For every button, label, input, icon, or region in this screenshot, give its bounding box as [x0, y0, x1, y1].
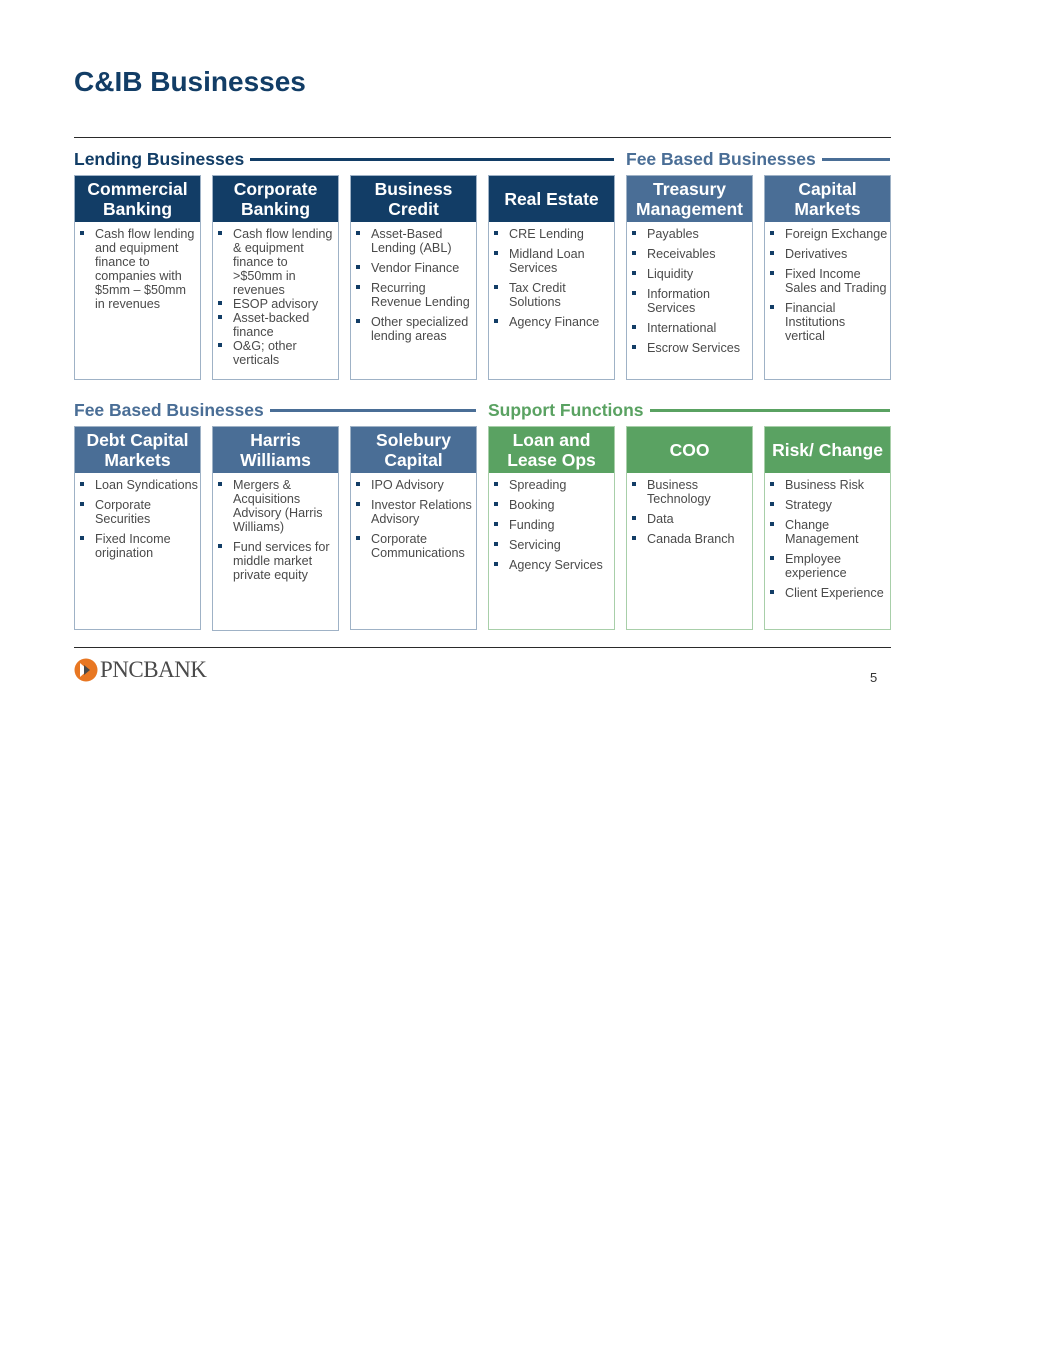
box-title: Commercial Banking: [75, 176, 200, 222]
list-item: Asset-Based Lending (ABL): [371, 227, 474, 255]
list-item: IPO Advisory: [371, 478, 474, 492]
box-list: [351, 222, 476, 343]
list-item: Business Technology: [647, 478, 750, 506]
box-title: Business Credit: [351, 176, 476, 222]
list-item: Mergers & Acquisitions Advisory (Harris Williams): [233, 478, 336, 534]
list-item: Vendor Finance: [371, 261, 474, 275]
section-label-support: Support Functions: [488, 399, 644, 420]
box-title: Debt Capital Markets: [75, 427, 200, 473]
list-item: Tax Credit Solutions: [509, 281, 612, 309]
list-item: Liquidity: [647, 267, 750, 281]
box-list: [627, 473, 752, 546]
list-item: Data: [647, 512, 750, 526]
box-title: Real Estate: [489, 176, 614, 222]
list-item: Cash flow lending & equipment finance to >$50mm in revenues: [233, 227, 336, 297]
box-list: [351, 473, 476, 560]
page-title: C&IB Businesses: [74, 66, 306, 97]
list-item: Derivatives: [785, 247, 888, 261]
section-line: [650, 409, 890, 412]
logo-text: PNCBANK: [100, 657, 207, 682]
list-item: Receivables: [647, 247, 750, 261]
box-title: Loan and Lease Ops: [489, 427, 614, 473]
box-title: Corporate Banking: [213, 176, 338, 222]
box-list: [75, 473, 200, 560]
box-capital-markets: [764, 175, 891, 380]
box-commercial-banking: [74, 175, 201, 380]
box-title: Treasury Management: [627, 176, 752, 222]
section-header-lending: [74, 148, 614, 170]
list-item: Client Experience: [785, 586, 888, 600]
top-divider: [74, 137, 891, 138]
list-item: International: [647, 321, 750, 335]
list-item: Agency Services: [509, 558, 612, 572]
list-item: Corporate Communications: [371, 532, 474, 560]
list-item: Change Management: [785, 518, 888, 546]
box-list: [213, 222, 338, 367]
list-item: Other specialized lending areas: [371, 315, 474, 343]
list-item: Recurring Revenue Lending: [371, 281, 474, 309]
section-line: [250, 158, 614, 161]
box-solebury-capital: [350, 426, 477, 630]
bottom-divider: [74, 647, 891, 648]
section-header-fee-based-bottom: [74, 399, 476, 421]
section-header-fee-based-top: [626, 148, 890, 170]
list-item: Escrow Services: [647, 341, 750, 355]
list-item: Loan Syndications: [95, 478, 198, 492]
box-list: [489, 473, 614, 572]
list-item: Canada Branch: [647, 532, 750, 546]
box-list: [489, 222, 614, 329]
list-item: Fixed Income origination: [95, 532, 198, 560]
list-item: Employee experience: [785, 552, 888, 580]
pnc-logo-icon: [74, 658, 98, 682]
box-title: COO: [627, 427, 752, 473]
list-item: Financial Institutions vertical: [785, 301, 888, 343]
section-label-fee-based-bottom: Fee Based Businesses: [74, 399, 264, 420]
list-item: Information Services: [647, 287, 750, 315]
box-title: Risk/ Change: [765, 427, 890, 473]
page-number: 5: [870, 670, 878, 685]
list-item: Spreading: [509, 478, 612, 492]
section-header-support: [488, 399, 890, 421]
section-line: [270, 409, 476, 412]
box-corporate-banking: [212, 175, 339, 380]
box-list: [765, 222, 890, 343]
list-item: Foreign Exchange: [785, 227, 888, 241]
list-item: Fund services for middle market private equity: [233, 540, 336, 582]
list-item: Payables: [647, 227, 750, 241]
list-item: Corporate Securities: [95, 498, 198, 526]
list-item: Agency Finance: [509, 315, 612, 329]
box-title: Capital Markets: [765, 176, 890, 222]
box-loan-lease-ops: [488, 426, 615, 630]
list-item: Strategy: [785, 498, 888, 512]
list-item: CRE Lending: [509, 227, 612, 241]
box-title: Solebury Capital: [351, 427, 476, 473]
list-item: Servicing: [509, 538, 612, 552]
box-treasury-management: [626, 175, 753, 380]
box-business-credit: [350, 175, 477, 380]
list-item: Investor Relations Advisory: [371, 498, 474, 526]
list-item: Business Risk: [785, 478, 888, 492]
list-item: Fixed Income Sales and Trading: [785, 267, 887, 295]
box-risk-change: [764, 426, 891, 630]
pnc-bank-logo: [74, 657, 206, 683]
list-item: Cash flow lending and equipment finance to companies with $5mm – $50mm in revenues: [95, 227, 198, 311]
section-label-fee-based-top: Fee Based Businesses: [626, 148, 816, 169]
list-item: O&G; other verticals: [233, 339, 336, 367]
box-list: [75, 222, 200, 311]
box-list: [627, 222, 752, 355]
list-item: Asset-backed finance: [233, 311, 336, 339]
box-list: [213, 473, 338, 582]
box-title: Harris Williams: [213, 427, 338, 473]
box-list: [765, 473, 890, 600]
box-coo: [626, 426, 753, 630]
box-harris-williams: [212, 426, 339, 631]
list-item: Funding: [509, 518, 612, 532]
list-item: Midland Loan Services: [509, 247, 612, 275]
section-line: [822, 158, 890, 161]
list-item: Booking: [509, 498, 612, 512]
box-real-estate: [488, 175, 615, 380]
section-label-lending: Lending Businesses: [74, 148, 245, 169]
box-debt-capital-markets: [74, 426, 201, 630]
list-item: ESOP advisory: [233, 297, 336, 311]
